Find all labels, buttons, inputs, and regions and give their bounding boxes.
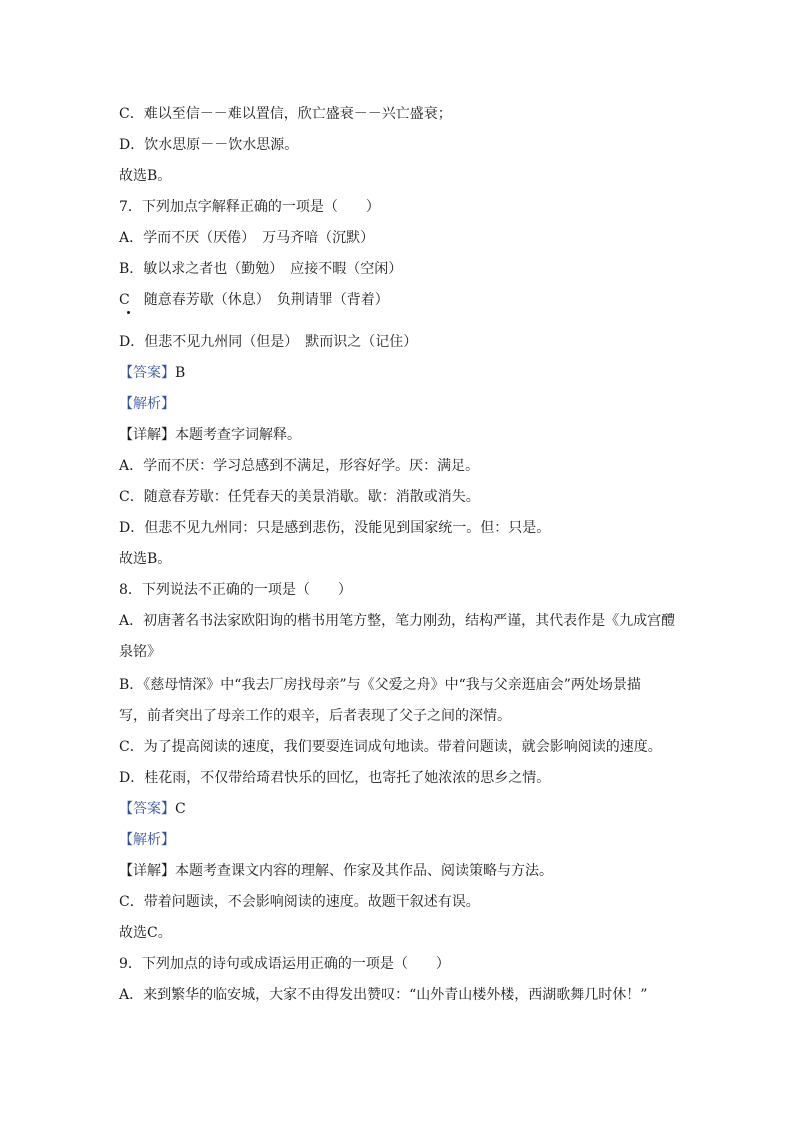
- answer-value: C: [175, 801, 186, 817]
- option-c-q8: C．为了提高阅读的速度，我们要耍连词成句地读。带着问题读，就会影响阅读的速度。: [119, 739, 662, 755]
- option-c-q7: C 随意春芳歇（休息） 负荆请罪（背着）: [119, 292, 389, 308]
- option-b-q7: B．敏以求之者也（勤勉） 应接不暇（空闲）: [119, 261, 403, 277]
- question-9: 9．下列加点的诗句或成语运用正确的一项是（ ）: [119, 956, 450, 972]
- option-a-q9: A．来到繁华的临安城，大家不由得发出赞叹：“山外青山楼外楼，西湖歌舞几时休！”: [119, 987, 648, 1003]
- option-a-q8-line2: 泉铭》: [119, 644, 161, 660]
- answer-q8: [119, 799, 679, 819]
- option-b-q8-line1: B．《慈母情深》中“我去厂房找母亲”与《父爱之舟》中“我与父亲逛庙会”两处场景描: [119, 677, 641, 693]
- answer-q7: [119, 363, 679, 383]
- question-7: 7．下列加点字解释正确的一项是（ ）: [119, 199, 380, 215]
- option-c-q6: C．难以至信－－难以置信，欣亡盛衰－－兴亡盛衰；: [119, 106, 452, 122]
- detail-a-q7: A．学而不厌：学习总感到不满足，形容好学。厌：满足。: [119, 458, 480, 474]
- detail-q7: 【详解】本题考查字词解释。: [119, 427, 301, 443]
- answer-value: B: [175, 365, 186, 381]
- emphasis-dot: [127, 311, 130, 314]
- answer-tag: 【答案】: [119, 365, 175, 381]
- answer-tag: 【答案】: [119, 801, 175, 817]
- option-b-q8-line2: 写，前者突出了母亲工作的艰辛，后者表现了父子之间的深情。: [119, 708, 511, 724]
- analysis-tag-q7: 【解析】: [119, 396, 175, 412]
- option-d-q6: D．饮水思原－－饮水思源。: [119, 137, 299, 153]
- detail-q8: 【详解】本题考查课文内容的理解、作家及其作品、阅读策略与方法。: [119, 863, 553, 879]
- detail-c-q7: C．随意春芳歇：任凭春天的美景消歇。歇：消散或消失。: [119, 489, 480, 505]
- conclusion-q8: 故选C。: [119, 925, 172, 941]
- conclusion-q6: 故选B。: [119, 168, 172, 184]
- conclusion-q7: 故选B。: [119, 551, 172, 567]
- option-a-q8-line1: A．初唐著名书法家欧阳询的楷书用笔方整，笔力刚劲，结构严谨，其代表作是《九成宫醴: [119, 613, 676, 629]
- detail-d-q7: D．但悲不见九州同：只是感到悲伤，没能见到国家统一。但：只是。: [119, 520, 551, 536]
- option-d-q7: D．但悲不见九州同（但是） 默而识之（记住）: [119, 334, 418, 350]
- detail-c-q8: C．带着问题读，不会影响阅读的速度。故题干叙述有误。: [119, 894, 480, 910]
- question-8: 8．下列说法不正确的一项是（ ）: [119, 582, 352, 598]
- option-a-q7: A．学而不厌（厌倦） 万马齐喑（沉默）: [119, 230, 375, 246]
- analysis-tag-q8: 【解析】: [119, 832, 175, 848]
- option-d-q8: D．桂花雨，不仅带给琦君快乐的回忆，也寄托了她浓浓的思乡之情。: [119, 770, 551, 786]
